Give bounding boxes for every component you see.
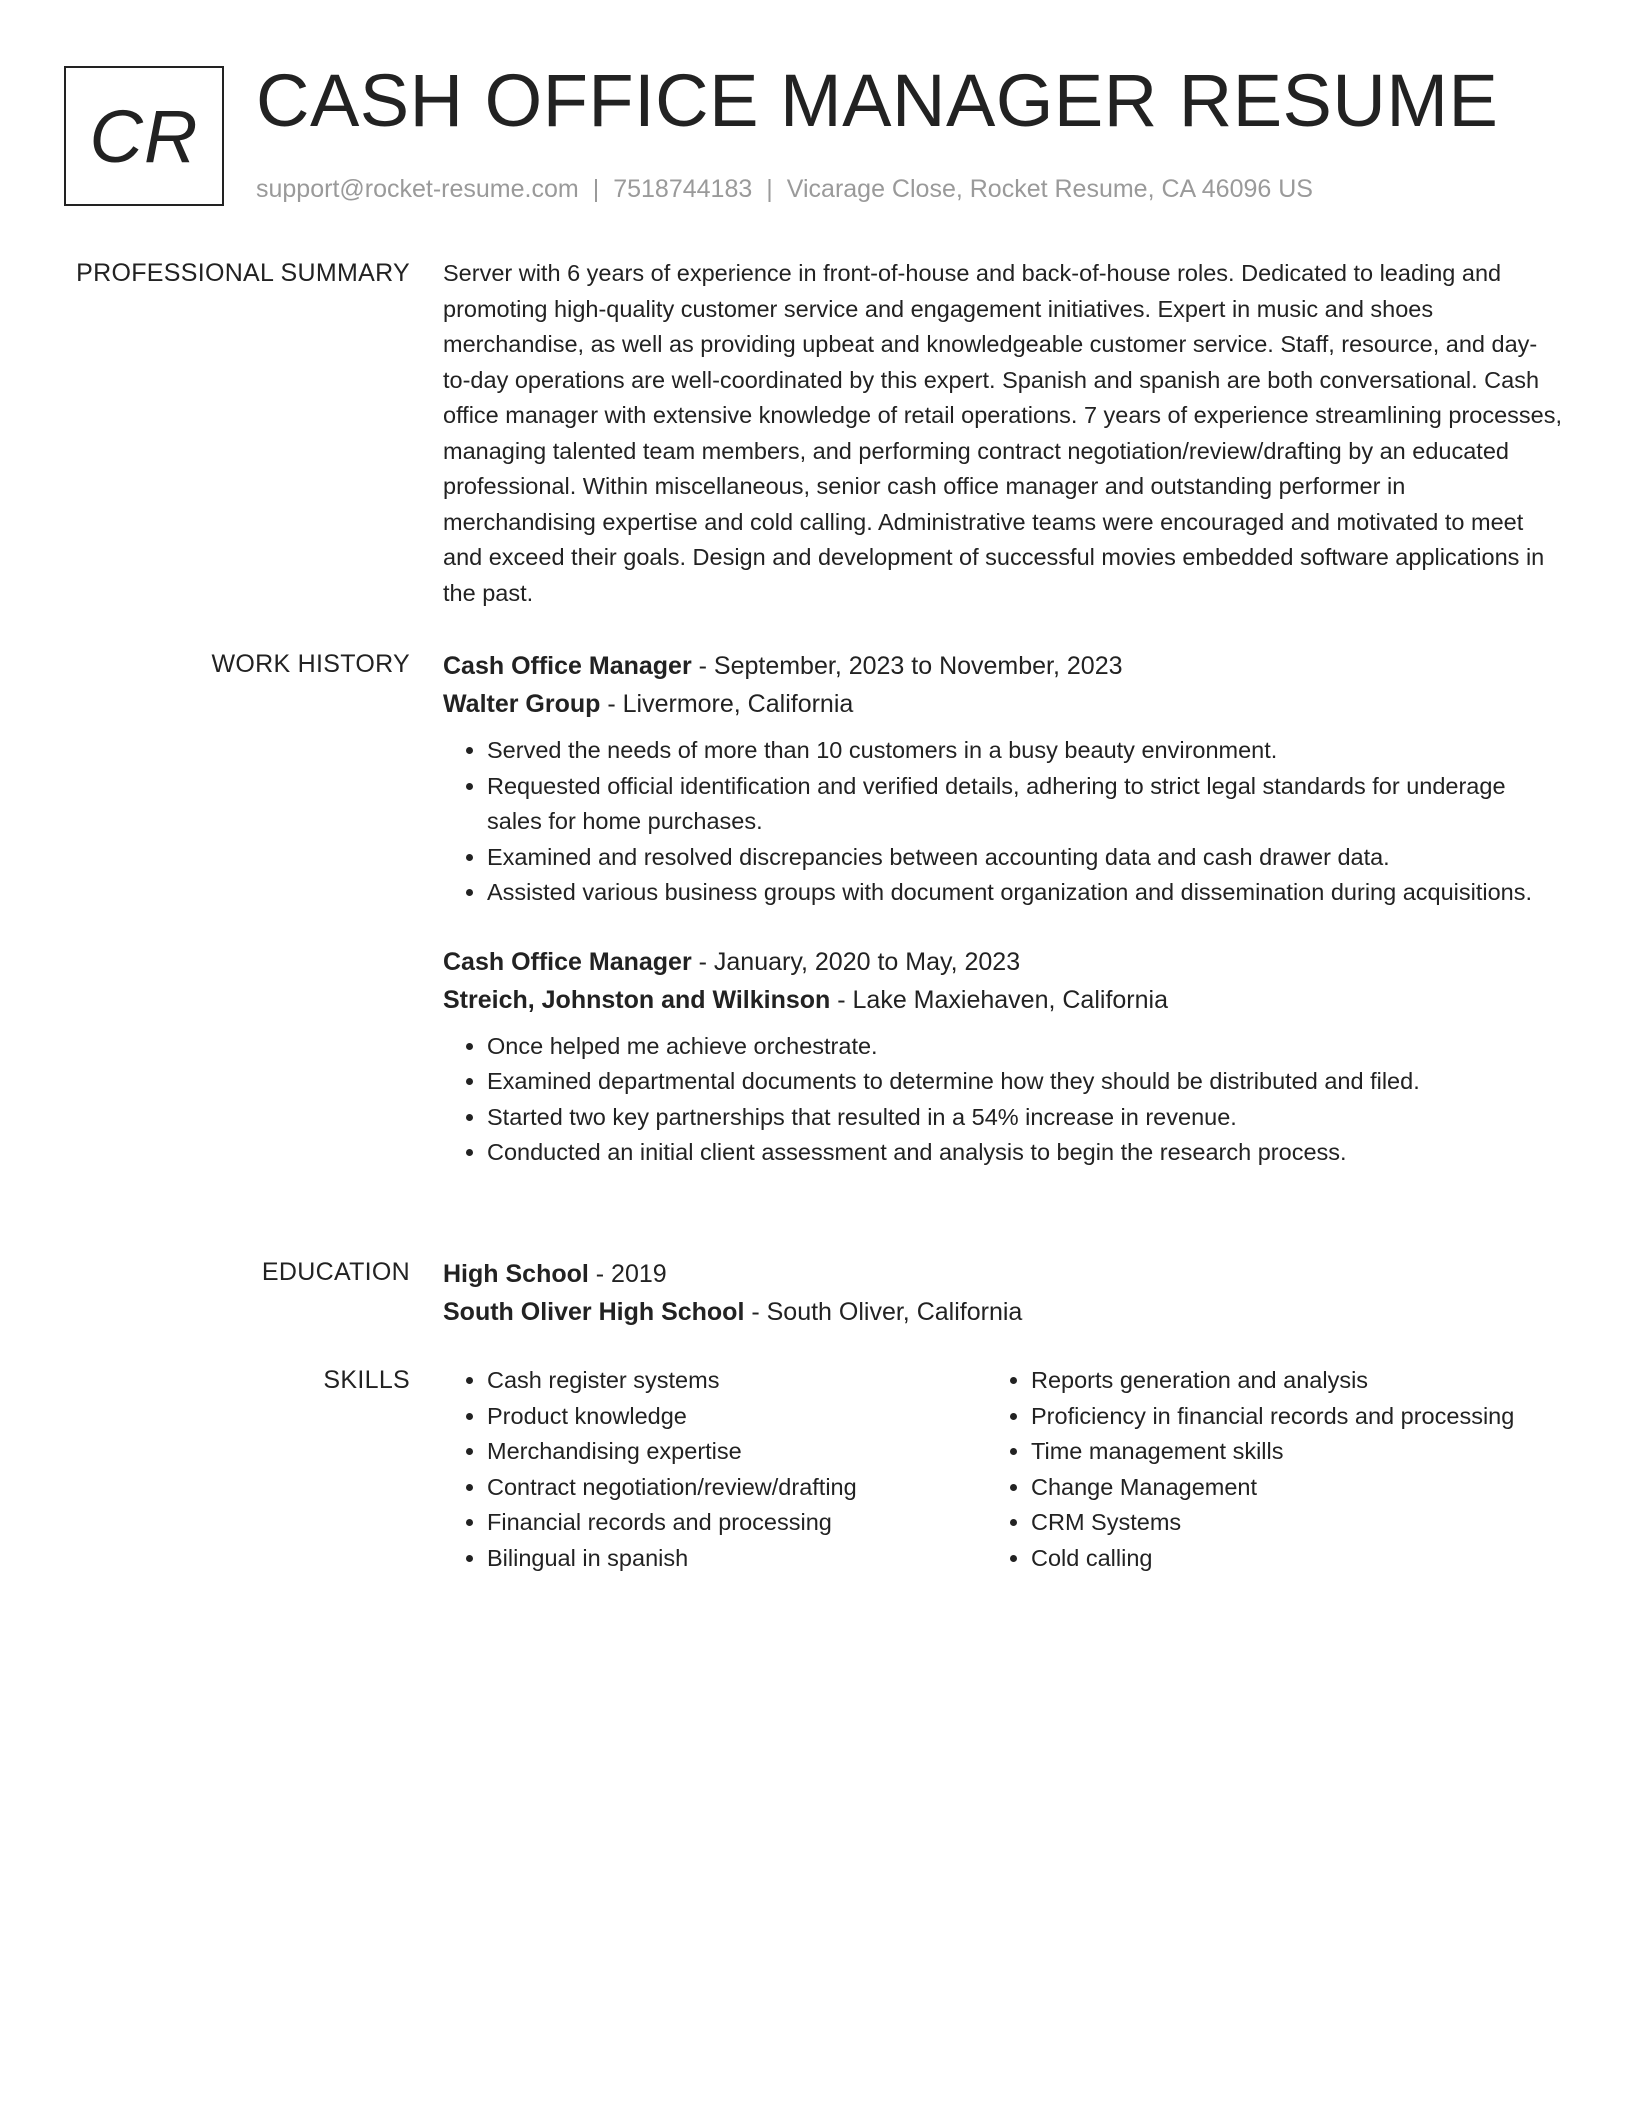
job-company: Streich, Johnston and Wilkinson (443, 985, 831, 1014)
skill-item: • Merchandising expertise (487, 1434, 987, 1470)
contact-phone: 7518744183 (613, 175, 753, 203)
resume-title: CASH OFFICE MANAGER RESUME (256, 59, 1499, 142)
contact-separator: | (766, 175, 773, 203)
education-year: - 2019 (588, 1260, 667, 1288)
work-history-body (443, 647, 1563, 1171)
contact-address: Vicarage Close, Rocket Resume, CA 46096 US (786, 175, 1313, 203)
education-location: - South Oliver, California (744, 1298, 1023, 1326)
list-item: • Conducted an initial client assessment and analysis to begin the research process. (487, 1135, 1563, 1171)
job-entry (443, 647, 1563, 911)
skill-item: • Change Management (1031, 1470, 1551, 1506)
summary-body (443, 256, 1563, 611)
skills-list-left (443, 1363, 987, 1576)
skill-item: • Product knowledge (487, 1399, 987, 1435)
skills-body (443, 1363, 1563, 1576)
summary-text: Server with 6 years of experience in front-of-house and back-of-house roles. Dedicated to leading and promoting high-quality customer service and engagement initiatives. Expert in music and shoes merchandise, as well as providing upbeat and knowledgeable customer service. Staff, resource, and day-to-day operations are well-coordinated by this expert. Spanish and spanish are both conversational. Cash office manager with extensive knowledge of retail operations. 7 years of experience streamlining processes, managing talented team members, and performing contract negotiation/review/drafting by an educated professional. Within miscellaneous, senior cash office manager and outstanding performer in merchandising expertise and cold calling. Administrative teams were encouraged and motivated to meet and exceed their goals. Design and development of successful movies embedded software applications in the past. (443, 260, 1563, 606)
monogram-logo: CR (64, 66, 224, 206)
section-label-summary: PROFESSIONAL SUMMARY (76, 259, 410, 287)
skill-item: • Cash register systems (487, 1363, 987, 1399)
section-label-skills: SKILLS (323, 1366, 410, 1394)
skills-list-right (987, 1363, 1551, 1576)
job-location: - Livermore, California (600, 690, 854, 718)
job-company-line (443, 981, 1563, 1019)
skill-item: • Contract negotiation/review/drafting (487, 1470, 987, 1506)
job-entry (443, 943, 1563, 1171)
job-company: Walter Group (443, 690, 601, 718)
education-school-line (443, 1293, 1563, 1331)
job-bullets (443, 1029, 1563, 1171)
section-label-education: EDUCATION (261, 1258, 410, 1286)
skill-item: • Reports generation and analysis (1031, 1363, 1551, 1399)
job-title: Cash Office Manager (443, 947, 692, 976)
skill-item: • Proficiency in financial records and processing (1031, 1399, 1551, 1435)
section-label-work: WORK HISTORY (211, 650, 410, 678)
job-bullets (443, 733, 1563, 911)
list-item: • Requested official identification and verified details, adhering to strict legal standards for underage sales for home purchases. (487, 769, 1563, 840)
contact-separator: | (592, 175, 600, 203)
job-title: Cash Office Manager (443, 652, 692, 680)
skill-item: • CRM Systems (1031, 1505, 1551, 1541)
list-item: • Assisted various business groups with document organization and dissemination during acquisitions. (487, 875, 1563, 911)
education-degree-line (443, 1255, 1563, 1293)
job-dates: - January, 2020 to May, 2023 (691, 947, 1021, 976)
job-title-line (443, 647, 1563, 685)
list-item: • Once helped me achieve orchestrate. (487, 1029, 1563, 1065)
job-dates: - September, 2023 to November, 2023 (691, 652, 1123, 680)
list-item: • Examined and resolved discrepancies between accounting data and cash drawer data. (487, 840, 1563, 876)
education-degree: High School (443, 1260, 589, 1288)
job-title-line (443, 943, 1563, 981)
skill-item: • Cold calling (1031, 1541, 1551, 1577)
contact-email: support@rocket-resume.com (256, 175, 579, 203)
job-company-line (443, 685, 1563, 723)
list-item: • Examined departmental documents to determine how they should be distributed and filed. (487, 1064, 1563, 1100)
education-school: South Oliver High School (443, 1298, 745, 1326)
education-body (443, 1255, 1563, 1331)
skill-item: • Bilingual in spanish (487, 1541, 987, 1577)
skills-columns (443, 1363, 1563, 1576)
skill-item: • Time management skills (1031, 1434, 1551, 1470)
job-location: - Lake Maxiehaven, California (830, 985, 1168, 1014)
list-item: • Started two key partnerships that resulted in a 54% increase in revenue. (487, 1100, 1563, 1136)
skill-item: • Financial records and processing (487, 1505, 987, 1541)
contact-line (256, 172, 1313, 206)
list-item: • Served the needs of more than 10 customers in a busy beauty environment. (487, 733, 1563, 769)
